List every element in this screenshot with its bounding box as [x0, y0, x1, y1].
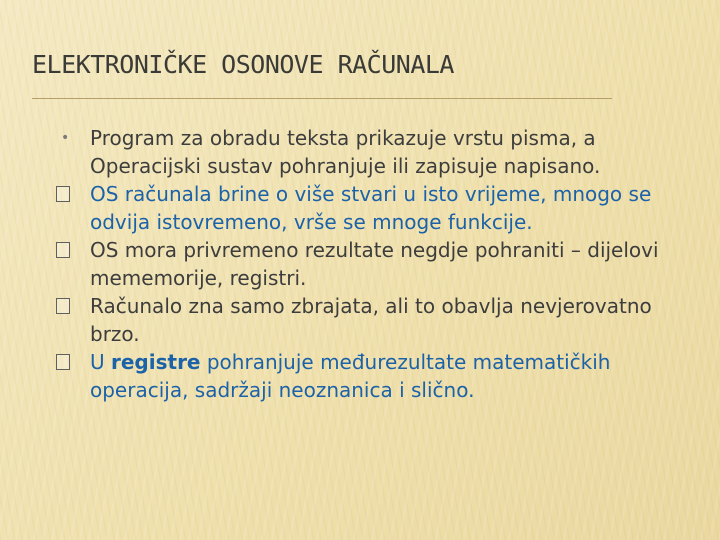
bullet-text: pohranjuje međurezultate matematičkih operacija, sadržaji neoznanica i slično.	[90, 350, 611, 402]
bullet-list	[56, 124, 706, 404]
bullet-item-5	[56, 348, 706, 404]
bullet-text: Program za obradu teksta prikazuje vrstu pisma, a Operacijski sustav pohranjuje ili zapisuje napisano.	[90, 126, 601, 178]
bullet-item-2	[56, 180, 706, 236]
checkbox-bullet-icon	[56, 186, 70, 202]
bullet-text: OS mora privremeno rezultate negdje pohraniti – dijelovi mememorije, registri.	[90, 238, 659, 290]
bullet-dot-icon: •	[61, 130, 70, 146]
bullet-lead: OS	[90, 182, 125, 206]
bullet-text: Računalo zna samo zbrajata, ali to obavlja nevjerovatno brzo.	[90, 294, 652, 346]
bullet-item-1	[56, 124, 706, 180]
checkbox-bullet-icon	[56, 242, 70, 258]
title-divider	[32, 98, 612, 99]
bullet-emphasis: registre	[111, 350, 201, 374]
bullet-item-3	[56, 236, 706, 292]
checkbox-bullet-icon	[56, 298, 70, 314]
slide-title: ELEKTRONIČKE OSONOVE RAČUNALA	[32, 50, 454, 79]
bullet-text: računala brine o više stvari u isto vrijeme, mnogo se odvija istovremeno, vrše se mnoge funkcije.	[90, 182, 652, 234]
checkbox-bullet-icon	[56, 354, 70, 370]
bullet-lead: U	[90, 350, 111, 374]
bullet-item-4	[56, 292, 706, 348]
